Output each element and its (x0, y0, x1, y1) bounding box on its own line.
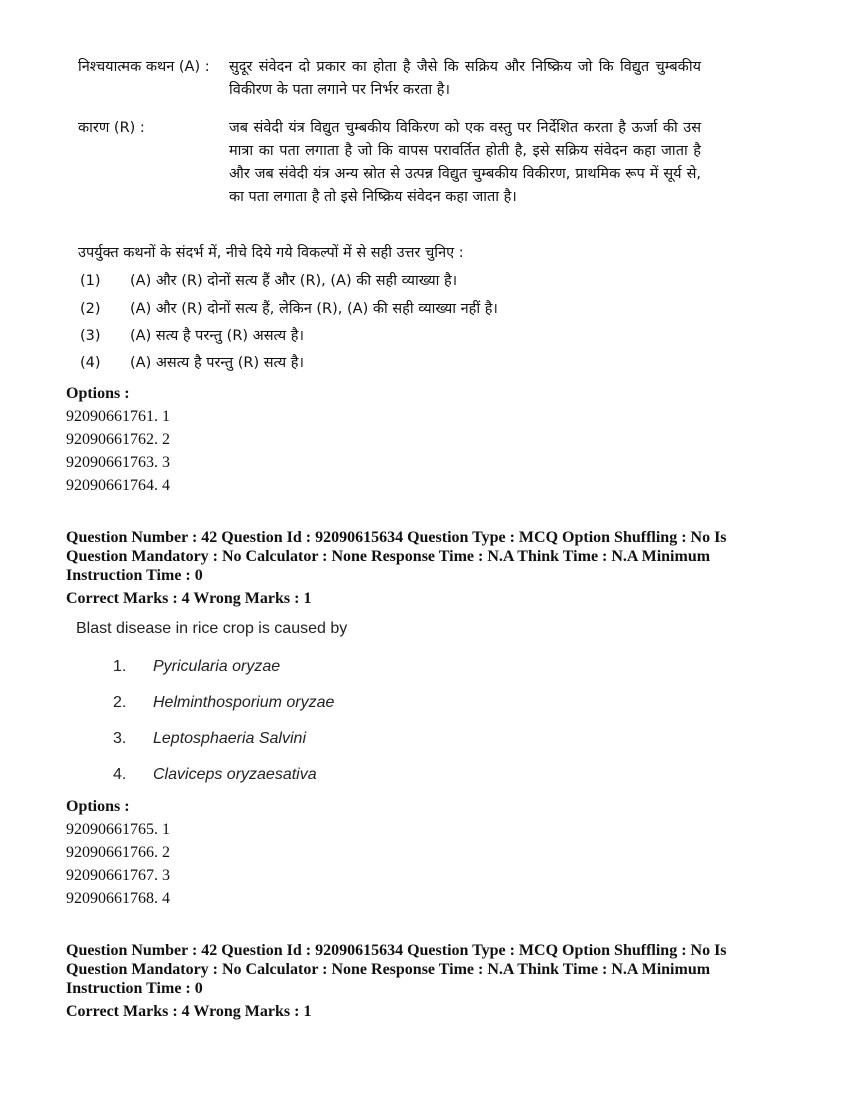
option-id-2: 92090661766. 2 (66, 844, 170, 861)
option-id-1: 92090661765. 1 (66, 821, 170, 838)
question-text: Blast disease in rice crop is caused by (76, 620, 348, 637)
choice-text: (A) और (R) दोनों सत्य हैं, लेकिन (R), (A) की सही व्याख्या नहीं है। (130, 301, 498, 317)
answer-choice-3 (113, 728, 306, 748)
choice-number: (3) (80, 328, 101, 344)
answer-choice-text: Helminthosporium oryzae (153, 694, 335, 711)
options-label: Options : (66, 385, 130, 402)
answer-choice-number: 2. (113, 694, 127, 711)
question-instruction: उपर्युक्त कथनों के संदर्भ में, नीचे दिये गये विकल्पों में से सही उत्तर चुनिए : (78, 245, 464, 261)
choice-4 (80, 352, 304, 375)
choice-text: (A) सत्य है परन्तु (R) असत्य है। (130, 328, 304, 344)
question-marks: Correct Marks : 4 Wrong Marks : 1 (66, 590, 312, 607)
question-meta-line2: Question Mandatory : No Calculator : None Response Time : N.A Think Time : N.A Minimum (66, 548, 711, 565)
answer-choice-number: 1. (113, 658, 127, 675)
option-id-1: 92090661761. 1 (66, 408, 170, 425)
question-meta-line1: Question Number : 42 Question Id : 92090615634 Question Type : MCQ Option Shuffling : No Is (66, 529, 727, 546)
question-meta-line2: Question Mandatory : No Calculator : None Response Time : N.A Think Time : N.A Minimum (66, 961, 711, 978)
answer-choice-1 (113, 656, 280, 676)
question-meta-line1: Question Number : 42 Question Id : 92090615634 Question Type : MCQ Option Shuffling : No Is (66, 942, 727, 959)
option-id-3: 92090661767. 3 (66, 867, 170, 884)
choice-number: (1) (80, 273, 101, 289)
question-marks: Correct Marks : 4 Wrong Marks : 1 (66, 1003, 312, 1020)
choice-1 (80, 270, 457, 293)
choice-3 (80, 325, 304, 348)
choice-text: (A) और (R) दोनों सत्य हैं और (R), (A) की सही व्याख्या है। (130, 273, 458, 289)
question-meta-line3: Instruction Time : 0 (66, 980, 203, 997)
option-id-2: 92090661762. 2 (66, 431, 170, 448)
option-id-4: 92090661764. 4 (66, 477, 170, 494)
option-id-4: 92090661768. 4 (66, 890, 170, 907)
assertion-label: निश्चयात्मक कथन (A) : (78, 59, 210, 75)
answer-choice-number: 3. (113, 730, 127, 747)
choice-number: (4) (80, 355, 101, 371)
choice-2 (80, 298, 498, 321)
answer-choice-text: Leptosphaeria Salvini (153, 730, 306, 747)
options-label: Options : (66, 798, 130, 815)
option-id-3: 92090661763. 3 (66, 454, 170, 471)
answer-choice-text: Pyricularia oryzae (153, 658, 281, 675)
answer-choice-2 (113, 692, 334, 712)
question-meta-line3: Instruction Time : 0 (66, 567, 203, 584)
answer-choice-text: Claviceps oryzaesativa (153, 766, 317, 783)
choice-number: (2) (80, 301, 101, 317)
assertion-text: सुदूर संवेदन दो प्रकार का होता है जैसे कि सक्रिय और निष्क्रिय जो कि विद्युत चुम्बकीय विकीरण के पता लगाने पर निर्भर करता है। (229, 59, 701, 98)
answer-choice-4 (113, 764, 317, 784)
choice-text: (A) असत्य है परन्तु (R) सत्य है। (130, 355, 304, 371)
reason-text: जब संवेदी यंत्र विद्युत चुम्बकीय विकिरण को एक वस्तु पर निर्देशित करता है ऊर्जा की उस मात्रा का पता लगाता है जो कि वापस परावर्तित होती है, इसे सक्रिय संवेदन कहा जाता है और जब संवेदी यंत्र अन्य स्रोत से उत्पन्न विद्युत चुम्बकीय विकीरण, प्राथमिक रूप में सूर्य से, का पता लगाता है तो इसे निष्क्रिय संवेदन कहा जाता है। (229, 120, 701, 205)
answer-choice-number: 4. (113, 766, 127, 783)
reason-label: कारण (R) : (78, 120, 145, 136)
